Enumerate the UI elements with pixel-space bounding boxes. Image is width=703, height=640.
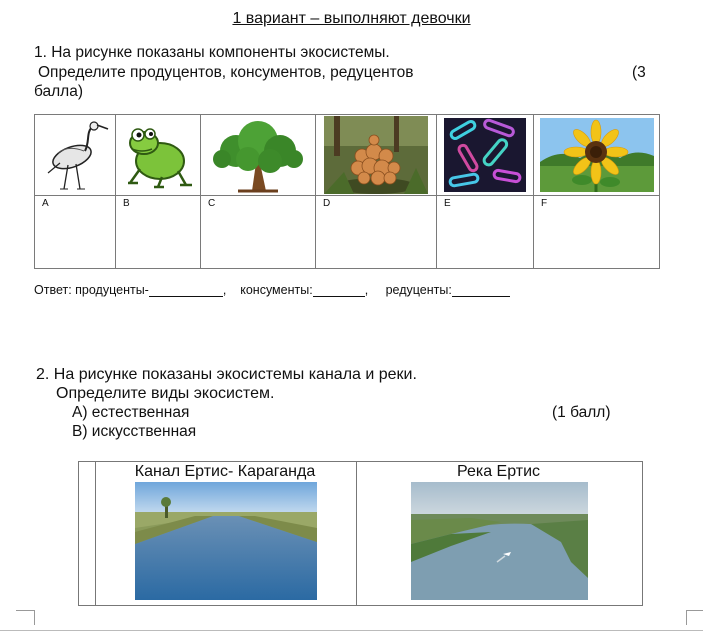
canal-photo [135,482,317,600]
box-divider-middle [356,462,357,605]
box-divider-left [95,462,96,605]
page-corner-mark-right [686,610,703,625]
cell-f-letter[interactable]: F [534,196,660,269]
task1-points-open: (3 [632,64,646,81]
canal-caption: Канал Ертис- Караганда [134,463,316,480]
page-bottom-rule [0,630,703,631]
cell-c-picture [201,115,316,196]
sunflower-icon [540,118,654,192]
decomposers-label: редуценты: [385,283,452,297]
river-photo [411,482,588,600]
cell-e-letter[interactable]: E [437,196,534,269]
cell-e-picture [437,115,534,196]
cell-d-picture [316,115,437,196]
producers-label: Ответ: продуценты- [34,283,149,297]
heron-icon [40,117,110,193]
option-b[interactable]: В) искусственная [72,423,197,440]
task2-instruction: Определите виды экосистем. [56,385,275,402]
page-title: 1 вариант – выполняют девочки [232,10,471,27]
cell-c-letter[interactable]: C [201,196,316,269]
river-caption: Река Ертис [456,463,541,480]
bacteria-icon [444,118,526,192]
task1-instruction: Определите продуцентов, консументов, редуцентов [38,64,414,81]
consumers-sep: , [364,283,369,297]
ecosystem-table [34,114,660,269]
cell-b-picture [116,115,201,196]
task2-points: (1 балл) [552,404,611,421]
consumers-blank[interactable] [313,284,365,297]
consumers-label: консументы: [240,283,313,297]
cell-a-letter[interactable]: A [35,196,116,269]
page-corner-mark-left [16,610,35,625]
cell-a-picture [35,115,116,196]
option-a[interactable]: А) естественная [72,404,190,421]
decomposers-blank[interactable] [452,284,510,297]
mushrooms-icon [324,116,428,194]
task2-question: 2. На рисунке показаны экосистемы канала и реки. [36,366,417,383]
producers-sep: , [222,283,227,297]
cell-f-picture [534,115,660,196]
tree-icon [208,117,308,193]
producers-blank[interactable] [149,284,223,297]
task1-points-close: балла) [34,83,84,100]
frog-icon [122,119,194,191]
task1-question: 1. На рисунке показаны компоненты экосистемы. [34,44,390,61]
cell-d-letter[interactable]: D [316,196,437,269]
answer-line [34,283,510,297]
cell-b-letter[interactable]: B [116,196,201,269]
